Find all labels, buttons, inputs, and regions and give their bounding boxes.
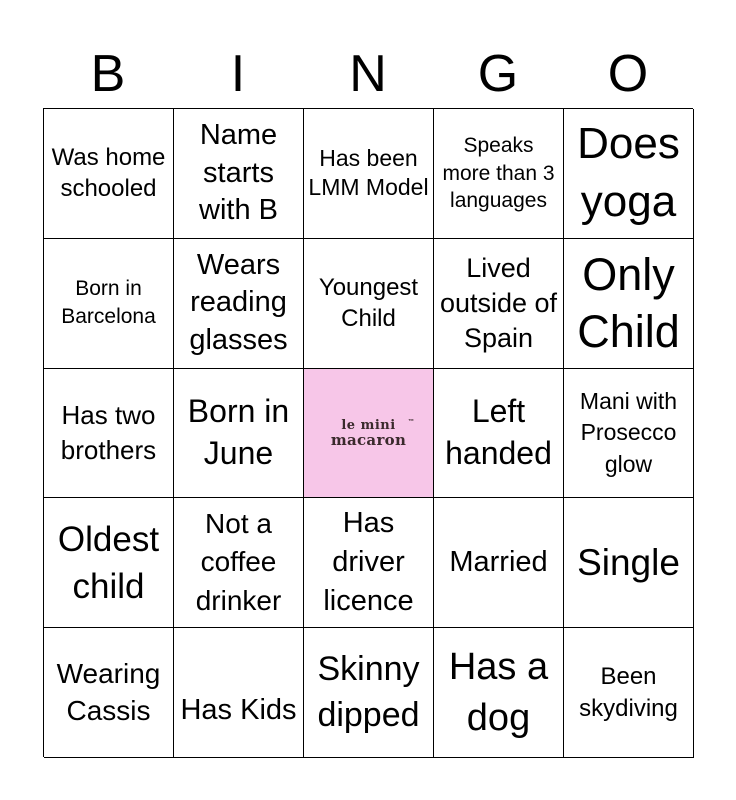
bingo-cell[interactable] [304, 628, 434, 758]
bingo-cell[interactable] [304, 498, 434, 628]
cell-text: Single [577, 541, 680, 583]
cell-text: Has Kids [180, 693, 297, 726]
bingo-cell[interactable] [44, 239, 174, 369]
cell-text: Only Child [577, 248, 680, 358]
bingo-cell[interactable] [174, 369, 304, 499]
logo-line-1: le mini [341, 417, 396, 433]
bingo-cell[interactable] [174, 109, 304, 239]
header-letter-i: I [230, 45, 246, 103]
bingo-cell[interactable] [174, 239, 304, 369]
bingo-cell[interactable] [44, 369, 174, 499]
cell-text: Does yoga [577, 119, 680, 227]
cell-text: Born in June [187, 393, 290, 471]
logo-line-2: macaron [330, 430, 407, 449]
bingo-cell[interactable] [434, 239, 564, 369]
cell-text: Been skydiving [579, 663, 678, 722]
cell-text: Name starts with B [199, 118, 278, 227]
bingo-cell[interactable] [174, 498, 304, 628]
bingo-cell[interactable] [44, 109, 174, 239]
bingo-cell[interactable] [564, 628, 694, 758]
cell-text: Skinny dipped [317, 649, 420, 734]
free-space-cell[interactable] [304, 369, 434, 499]
cell-text: Married [449, 545, 548, 578]
cell-text: Oldest child [57, 519, 160, 606]
header-letter-o: O [607, 45, 649, 103]
cell-text: Has a dog [448, 646, 549, 739]
cell-text: Wearing Cassis [56, 658, 161, 726]
cell-text: Youngest Child [318, 274, 419, 333]
bingo-cell[interactable] [564, 369, 694, 499]
bingo-cell[interactable] [304, 109, 434, 239]
cell-text: Has two brothers [60, 399, 157, 465]
bingo-card [43, 108, 693, 757]
cell-text: Has driver licence [323, 507, 414, 618]
bingo-cell[interactable] [304, 239, 434, 369]
cell-text: Was home schooled [51, 144, 166, 203]
cell-text: Mani with Prosecco glow [579, 388, 678, 477]
cell-text: Speaks more than 3 languages [442, 133, 555, 213]
cell-text: Born in Barcelona [61, 276, 156, 329]
cell-text: Not a coffee drinker [195, 507, 282, 617]
brand-logo [330, 417, 415, 449]
cell-text: Lived outside of Spain [439, 252, 558, 353]
header-letter-b: B [90, 45, 126, 103]
bingo-cell[interactable] [564, 498, 694, 628]
trademark-symbol: ™ [408, 418, 415, 425]
bingo-cell[interactable] [434, 369, 564, 499]
bingo-cell[interactable] [564, 109, 694, 239]
cell-text: Wears reading glasses [189, 248, 288, 357]
bingo-cell[interactable] [434, 498, 564, 628]
header-letter-g: G [477, 45, 519, 103]
bingo-cell[interactable] [44, 498, 174, 628]
bingo-cell[interactable] [174, 628, 304, 758]
bingo-header [43, 40, 693, 108]
cell-text: Left handed [445, 393, 552, 471]
cell-text: Has been LMM Model [308, 144, 429, 201]
header-letter-n: N [349, 45, 387, 103]
bingo-cell[interactable] [434, 109, 564, 239]
bingo-cell[interactable] [44, 628, 174, 758]
bingo-cell[interactable] [564, 239, 694, 369]
bingo-cell[interactable] [434, 628, 564, 758]
